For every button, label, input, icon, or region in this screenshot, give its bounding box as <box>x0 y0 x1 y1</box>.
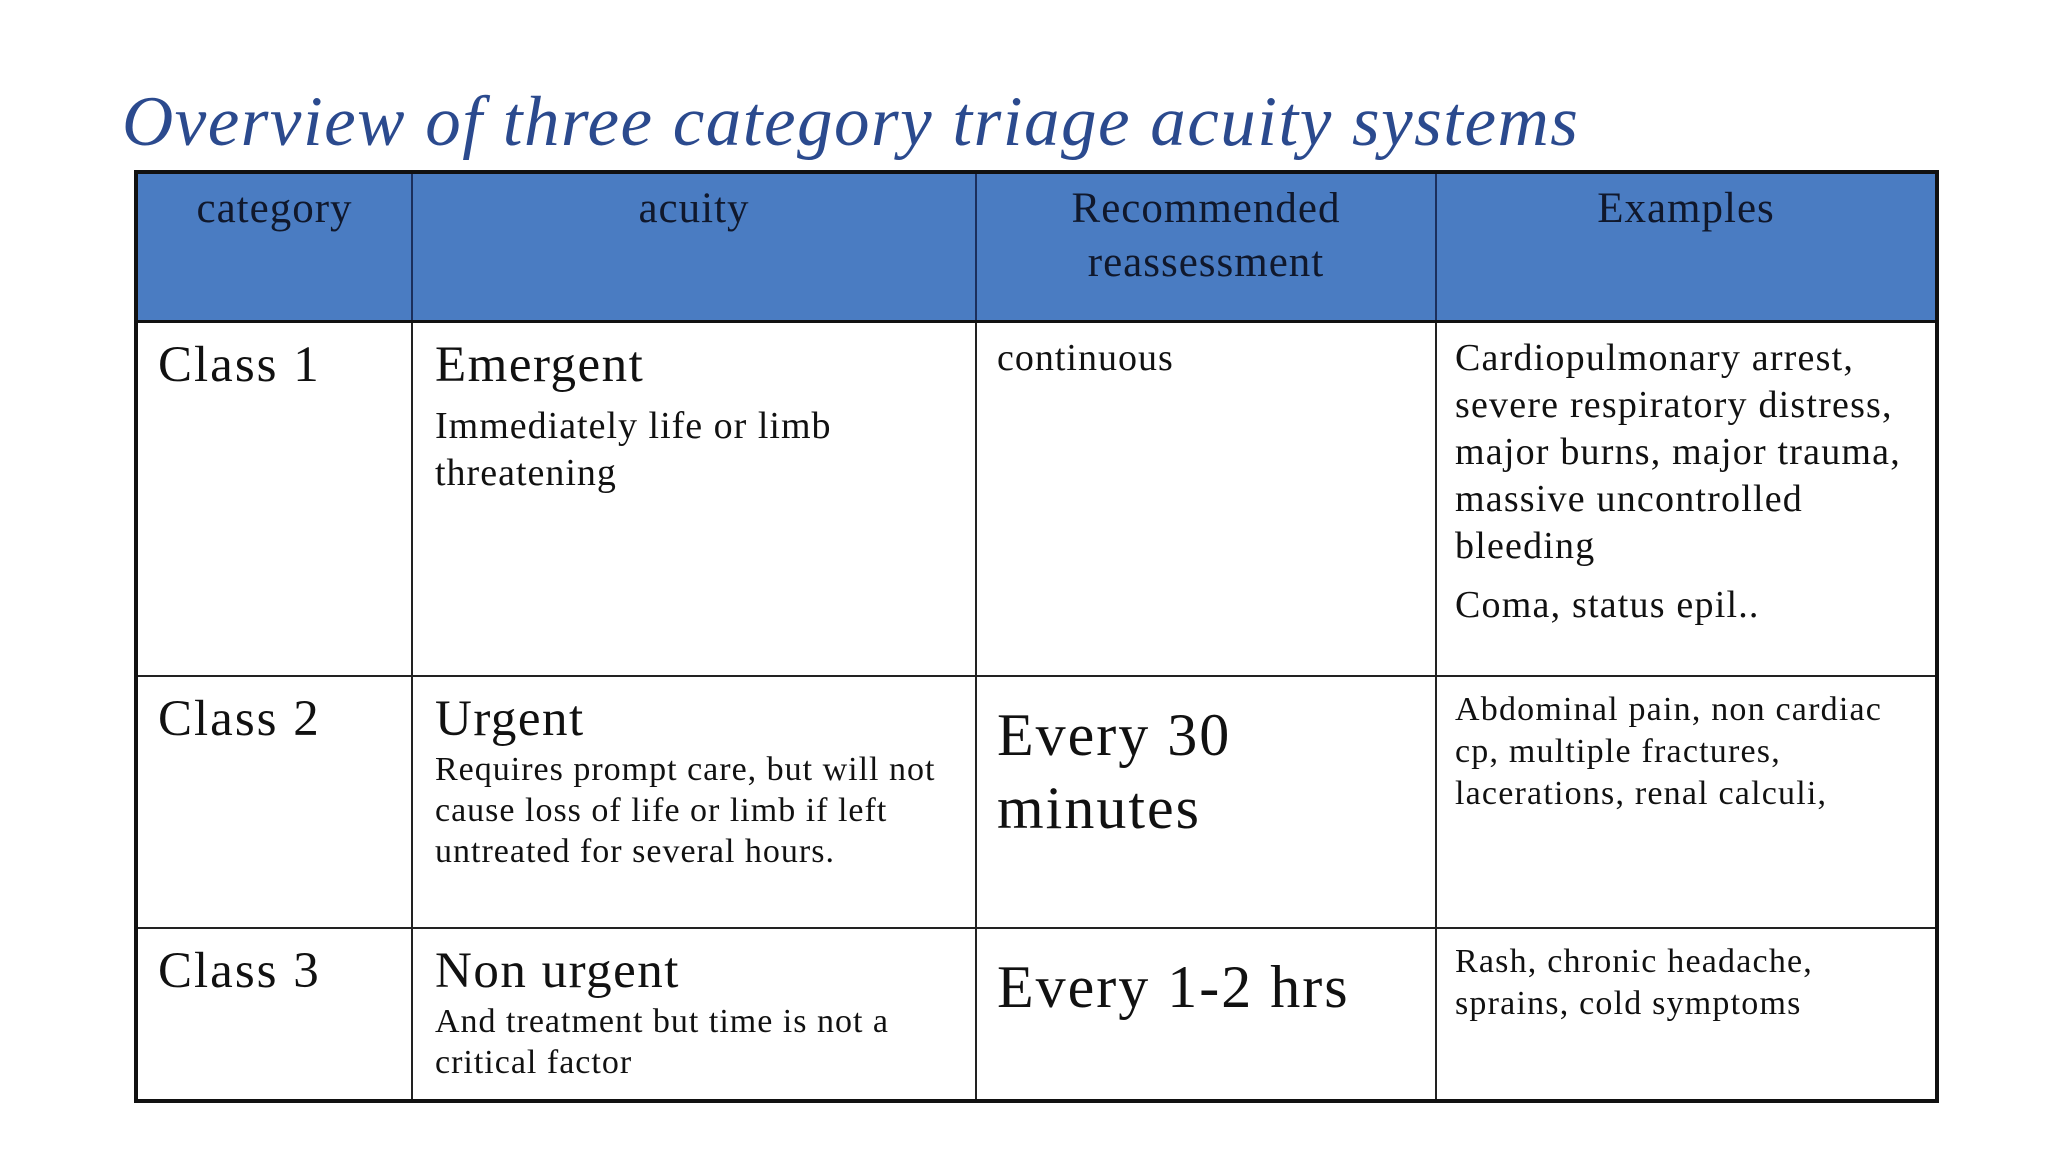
examples-cell <box>1436 322 1937 677</box>
examples-extra-text: Coma, status epil.. <box>1455 584 1760 626</box>
examples-text: Abdominal pain, non cardiac cp, multiple fractures, lacerations, renal calculi, <box>1455 691 1883 812</box>
examples-text: Rash, chronic headache, sprains, cold symptoms <box>1455 943 1814 1022</box>
triage-table <box>134 170 1939 1103</box>
category-cell <box>136 322 412 677</box>
reassessment-cell <box>976 676 1436 928</box>
header-row <box>136 172 1937 322</box>
acuity-description: Immediately life or limb threatening <box>435 405 832 494</box>
header-category: category <box>136 172 412 322</box>
class-label: Class 3 <box>158 943 321 999</box>
examples-cell <box>1436 676 1937 928</box>
header-reassessment-line2: reassessment <box>1087 239 1325 286</box>
header-reassessment-line1: Recommended <box>1071 185 1341 232</box>
acuity-name: Non urgent <box>435 943 680 999</box>
acuity-cell <box>412 322 976 677</box>
reassessment-value: Every 1-2 hrs <box>997 954 1350 1020</box>
category-cell <box>136 676 412 928</box>
examples-text: Cardiopulmonary arrest, severe respiratory distress, major burns, major trauma, massive uncontrolled bleeding <box>1455 337 1901 567</box>
acuity-name: Urgent <box>435 691 585 747</box>
class-label: Class 2 <box>158 691 321 747</box>
table-row <box>136 322 1937 677</box>
acuity-description: And treatment but time is not a critical factor <box>435 1003 890 1081</box>
slide-title: Overview of three category triage acuity systems <box>122 83 1580 161</box>
header-acuity: acuity <box>412 172 976 322</box>
acuity-cell <box>412 676 976 928</box>
table-row <box>136 676 1937 928</box>
table-row <box>136 928 1937 1101</box>
acuity-description: Requires prompt care, but will not cause loss of life or limb if left untreated for several hours. <box>435 751 936 870</box>
category-cell <box>136 928 412 1101</box>
header-examples: Examples <box>1436 172 1937 322</box>
header-reassessment <box>976 172 1436 322</box>
examples-cell <box>1436 928 1937 1101</box>
reassessment-value: Every 30 minutes <box>997 702 1232 841</box>
reassessment-cell <box>976 928 1436 1101</box>
reassessment-value: continuous <box>997 337 1174 379</box>
acuity-cell <box>412 928 976 1101</box>
class-label: Class 1 <box>158 337 321 393</box>
acuity-name: Emergent <box>435 337 645 393</box>
reassessment-cell <box>976 322 1436 677</box>
